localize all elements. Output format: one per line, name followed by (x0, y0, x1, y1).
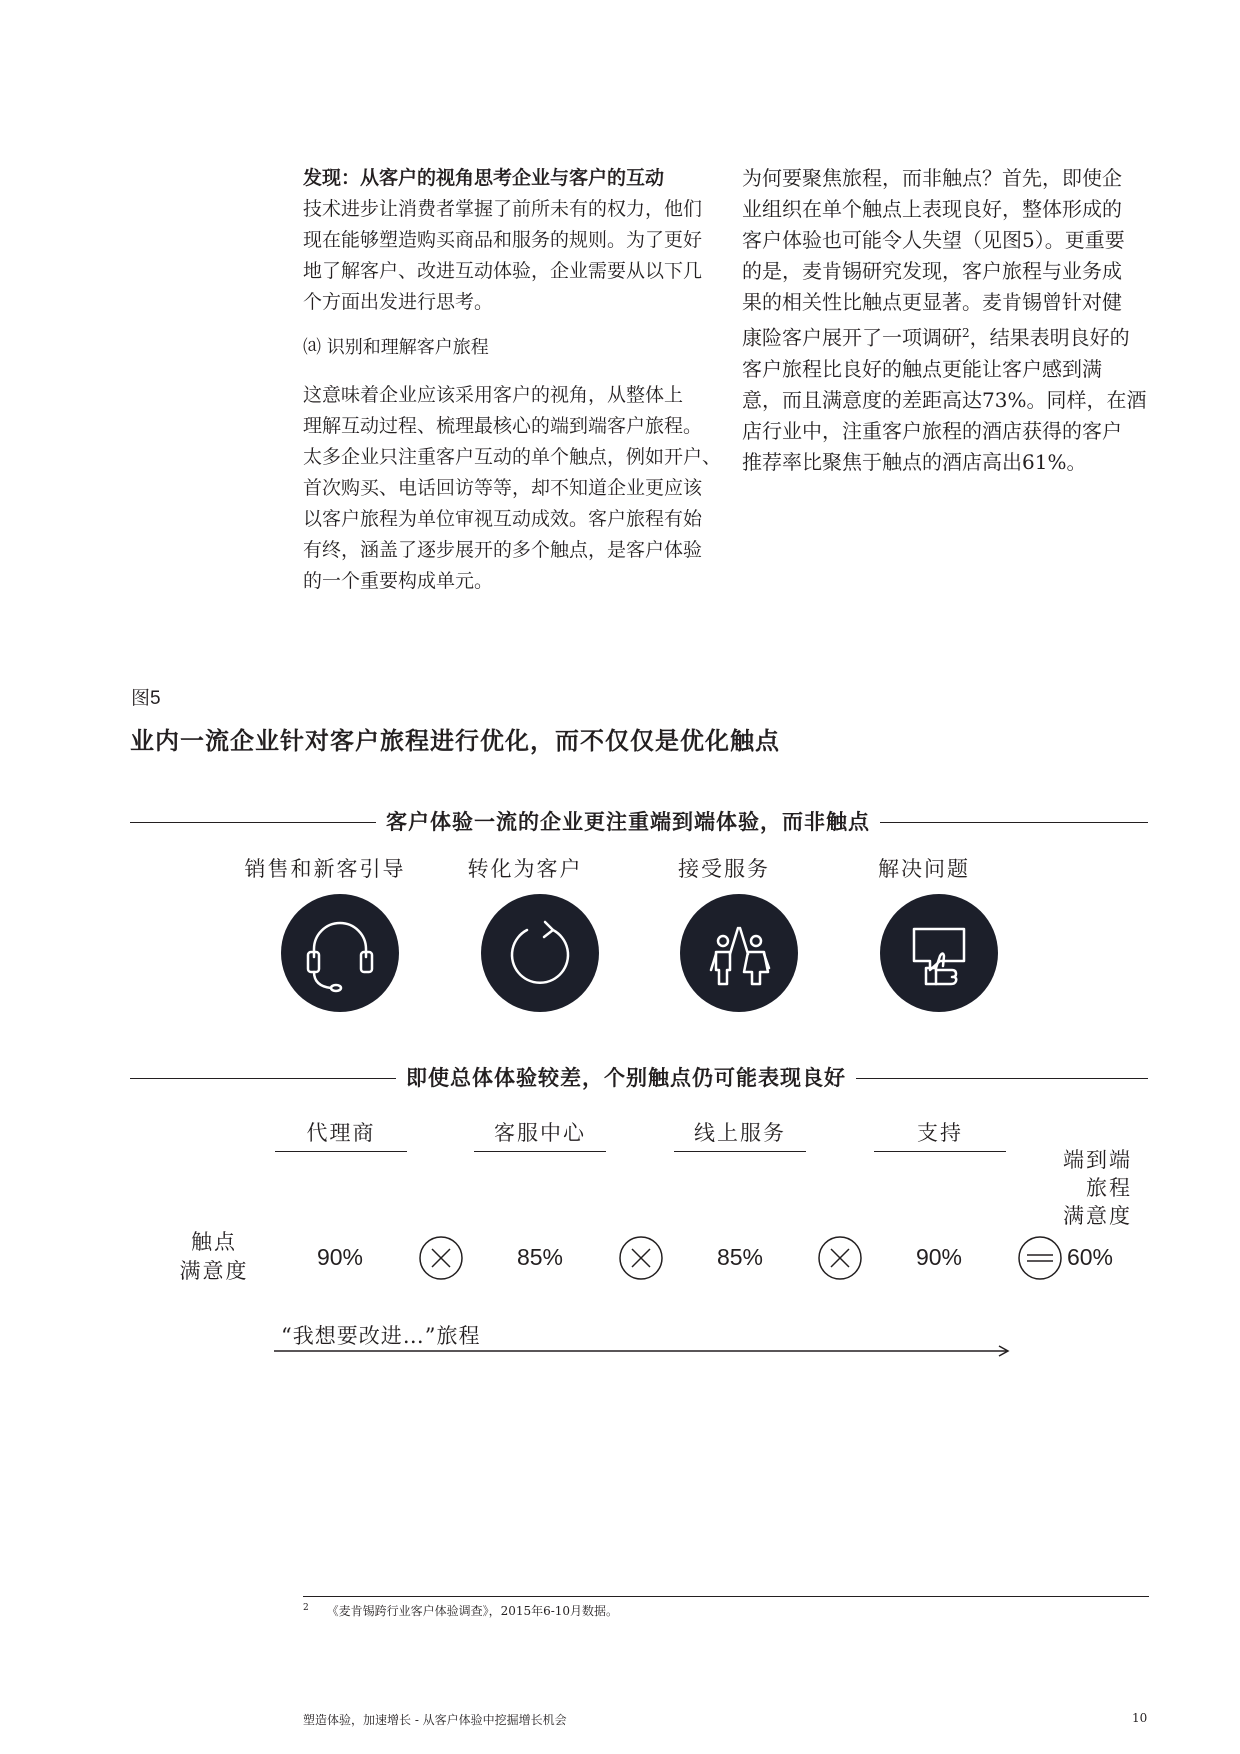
stage-label: 销售和新客引导 (244, 857, 406, 881)
footnote-ref: 2 (962, 326, 970, 340)
multiply-icon (419, 1236, 463, 1280)
footer-title: 塑造体验，加速增长 - 从客户体验中挖掘增长机会 (303, 1713, 567, 1727)
paragraph-line: 以客户旅程为单位审视互动成效。客户旅程有始 (303, 508, 703, 530)
paragraph-line: 客户旅程比良好的触点更能让客户感到满 (742, 356, 1102, 381)
paragraph-line: 意，而且满意度的差距高达73%。同样，在酒 (742, 387, 1147, 412)
e2e-label-line: 满意度 (1063, 1204, 1132, 1228)
stage-label: 解决问题 (878, 857, 970, 881)
e2e-label-line: 旅程 (1086, 1176, 1132, 1200)
paragraph-line: 地了解客户、改进互动体验，企业需要从以下几 (303, 260, 703, 282)
paragraph-line: 推荐率比聚焦于触点的酒店高出61%。 (742, 449, 1087, 474)
touchpoint-value: 90% (915, 1244, 963, 1270)
stage-label: 接受服务 (678, 857, 770, 881)
paragraph-line: 客户体验也可能令人失望（见图5）。更重要 (742, 228, 1125, 252)
stage-circle (680, 894, 798, 1012)
row-label (174, 1228, 254, 1286)
paragraph-line: 这意味着企业应该采用客户的视角，从整体上 (303, 384, 684, 406)
touchpoint-value: 85% (716, 1244, 764, 1270)
band-title: 客户体验一流的企业更注重端到端体验，而非触点 (376, 808, 880, 836)
refresh-arrow-icon (481, 894, 599, 1012)
touchpoint-label: 线上服务 (674, 1117, 806, 1152)
left-column (303, 163, 723, 597)
figure-label: 图5 (131, 688, 161, 709)
equals-icon (1018, 1236, 1062, 1280)
stage-label: 转化为客户 (467, 857, 583, 881)
row-label-line: 满意度 (179, 1259, 249, 1283)
journey-arrow (273, 1344, 1013, 1358)
paragraph-line: 为何要聚焦旅程，而非触点？首先，即使企 (742, 166, 1122, 190)
paragraph-line (742, 318, 1162, 354)
paragraph-line: 理解互动过程、梳理最核心的端到端客户旅程。 (303, 415, 703, 437)
subheading: ⒜ 识别和理解客户旅程 (303, 337, 489, 358)
headset-icon (281, 894, 399, 1012)
paragraph-line: 的一个重要构成单元。 (303, 570, 494, 592)
journey-label: “我想要改进…”旅程 (281, 1324, 481, 1348)
multiply-icon (619, 1236, 663, 1280)
touchpoint-value: 90% (316, 1244, 364, 1270)
paragraph-line: 有终，涵盖了逐步展开的多个触点，是客户体验 (303, 539, 703, 561)
multiply-icon (818, 1236, 862, 1280)
touchpoint-label: 代理商 (275, 1117, 407, 1152)
stage-circle (281, 894, 399, 1012)
touchpoint-label: 支持 (874, 1117, 1006, 1152)
right-column (742, 163, 1162, 478)
stage-circle (481, 894, 599, 1012)
section-heading: 发现：从客户的视角思考企业与客户的互动 (303, 167, 665, 189)
row-label-line: 触点 (191, 1230, 237, 1254)
footnote (303, 1602, 618, 1619)
paragraph-line: 店行业中，注重客户旅程的酒店获得的客户 (742, 418, 1122, 443)
paragraph-line: 首次购买、电话回访等等，却不知道企业更应该 (303, 477, 703, 499)
e2e-label (1012, 1146, 1132, 1230)
paragraph-line: 个方面出发进行思考。 (303, 291, 494, 313)
paragraph-line: 果的相关性比触点更显著。麦肯锡曾针对健 (742, 290, 1122, 314)
page-number: 10 (1132, 1711, 1148, 1725)
text-fragment: ，结果表明良好的 (969, 325, 1130, 350)
footnote-text: 《麦肯锡跨行业客户体验调查》，2015年6-10月数据。 (326, 1604, 619, 1618)
paragraph-line: 太多企业只注重客户互动的单个触点，例如开户、 (303, 446, 722, 468)
band-title: 即使总体体验较差，个别触点仍可能表现良好 (396, 1064, 856, 1092)
thumbs-up-chat-icon (880, 894, 998, 1012)
e2e-label-line: 端到端 (1063, 1148, 1132, 1172)
e2e-value: 60% (1066, 1244, 1114, 1270)
paragraph-line: 现在能够塑造购买商品和服务的规则。为了更好 (303, 229, 703, 251)
footnote-number: 2 (303, 1603, 309, 1613)
text-fragment: 康险客户展开了一项调研 (742, 325, 962, 350)
touchpoint-value: 85% (516, 1244, 564, 1270)
paragraph-line: 业组织在单个触点上表现良好，整体形成的 (742, 197, 1122, 221)
touchpoint-label: 客服中心 (474, 1117, 606, 1152)
paragraph-line: 的是，麦肯锡研究发现，客户旅程与业务成 (742, 259, 1122, 283)
footnote-divider (303, 1596, 1149, 1597)
high-five-people-icon (680, 894, 798, 1012)
figure-title: 业内一流企业针对客户旅程进行优化，而不仅仅是优化触点 (130, 726, 780, 755)
stage-circle (880, 894, 998, 1012)
paragraph-line: 技术进步让消费者掌握了前所未有的权力，他们 (303, 198, 703, 220)
